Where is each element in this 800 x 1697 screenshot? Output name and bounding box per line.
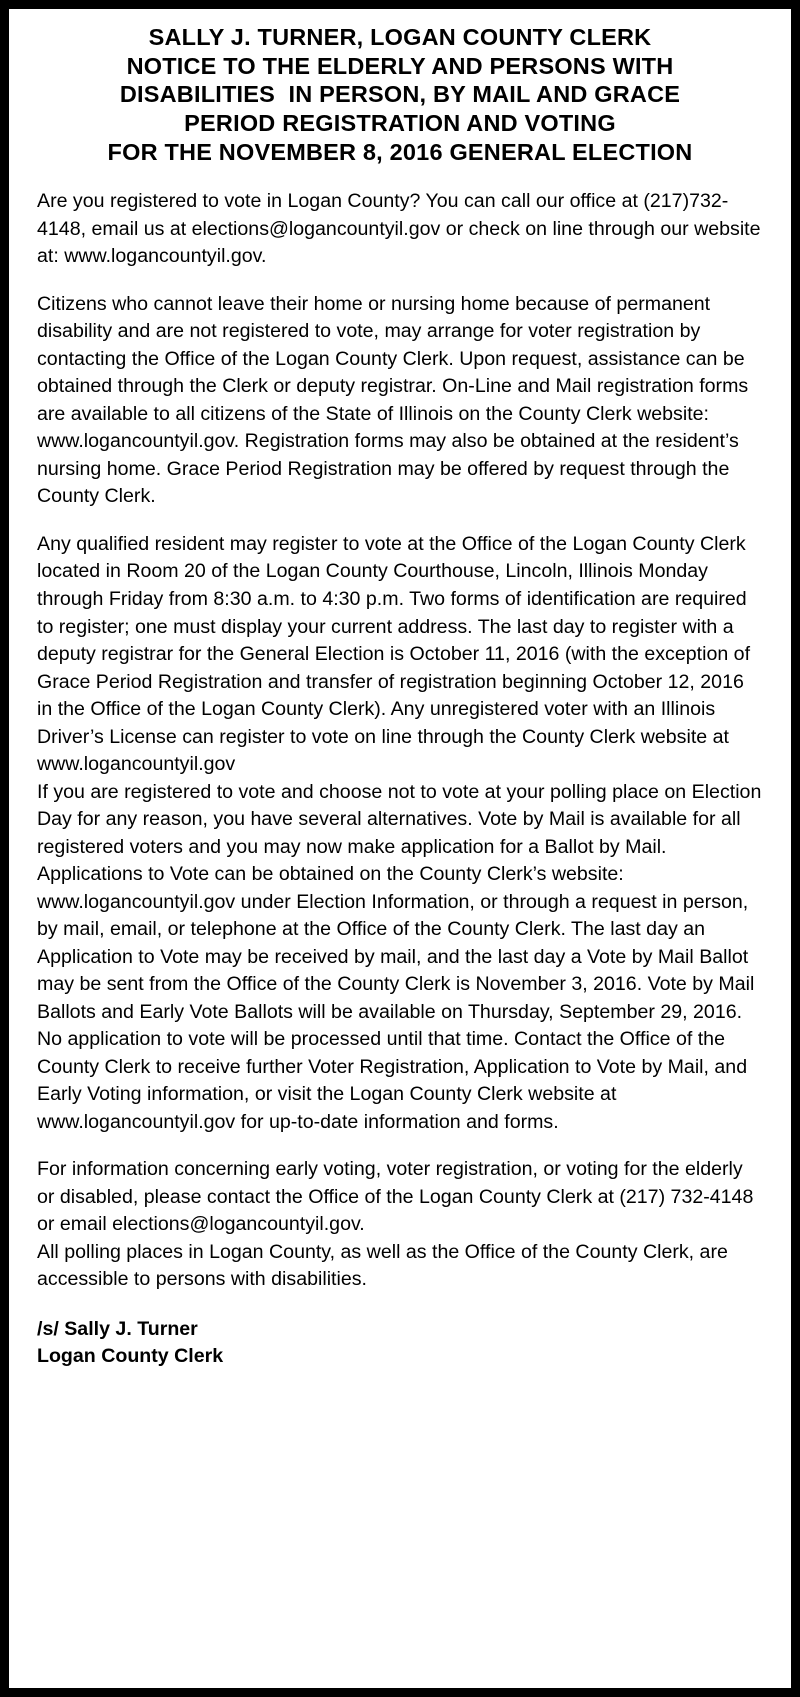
heading-line-2: NOTICE TO THE ELDERLY AND PERSONS WITH [126,52,674,79]
paragraph-homebound-registration: Citizens who cannot leave their home or nursing home because of permanent disability and are not registered to vote, may arrange for voter registration by contacting the Office of the Logan County Clerk. Upon request, assistance can be obtained through the Clerk or deputy registrar. On-Line and Mail registration forms are available to all citizens of the State of Illinois on the County Clerk website: www.logancountyil.gov. Registration forms may also be obtained at the resident’s nursing home. Grace Period Registration may be offered by request through the County Clerk. [37,292,749,508]
notice-body [37,188,763,1294]
heading-line-3: DISABILITIES IN PERSON, BY MAIL AND GRACE [119,81,681,108]
paragraph-accessibility: All polling places in Logan County, as well as the Office of the County Clerk, are accessible to persons with disabilities. [37,1240,728,1291]
paragraph-registration-contact: Are you registered to vote in Logan County? You can call our office at (217)732-4148, email us at elections@logancountyil.gov or check on line through our website at: www.logancountyil.gov. [37,190,761,268]
signature-block [37,1316,763,1370]
heading-line-1: SALLY J. TURNER, LOGAN COUNTY CLERK [148,24,652,50]
heading-line-4: PERIOD REGISTRATION AND VOTING [184,109,616,136]
paragraph-in-person-registration: Any qualified resident may register to vote at the Office of the Logan County Clerk located in Room 20 of the Logan County Courthouse, Lincoln, Illinois Monday through Friday from 8:30 a.m. to 4:30 p.m. Two forms of identification are required to register; one must display your current address. The last day to register with a deputy registrar for the General Election is October 11, 2016 (with the exception of Grace Period Registration and transfer of registration beginning October 12, 2016 in the Office of the Logan County Clerk). Any unregistered voter with an Illinois Driver’s License can register to vote on line through the County Clerk website at www.logancountyil.gov [37,532,751,776]
heading-line-5: FOR THE NOVEMBER 8, 2016 GENERAL ELECTION [107,138,693,165]
paragraph-more-information: For information concerning early voting, voter registration, or voting for the elderly or disabled, please contact the Office of the Logan County Clerk at (217) 732-4148 or email elections@logancountyil.gov. [37,1158,754,1236]
notice-heading [37,23,763,166]
signature-name: /s/ Sally J. Turner [37,1317,198,1340]
signature-title: Logan County Clerk [37,1344,224,1367]
paragraph-vote-by-mail: If you are registered to vote and choose not to vote at your polling place on Election Day for any reason, you have several alternatives. Vote by Mail is available for all registered voters and you may now make application for a Ballot by Mail. Applications to Vote can be obtained on the County Clerk’s website: www.logancountyil.gov under Election Information, or through a request in person, by mail, email, or telephone at the Office of the County Clerk. The last day an Application to Vote may be received by mail, and the last day a Vote by Mail Ballot may be sent from the Office of the County Clerk is November 3, 2016. Vote by Mail Ballots and Early Vote Ballots will be available on Thursday, September 29, 2016. No application to vote will be processed until that time. Contact the Office of the County Clerk to receive further Voter Registration, Application to Vote by Mail, and Early Voting information, or visit the Logan County Clerk website at www.logancountyil.gov for up-to-date information and forms. [37,780,762,1133]
